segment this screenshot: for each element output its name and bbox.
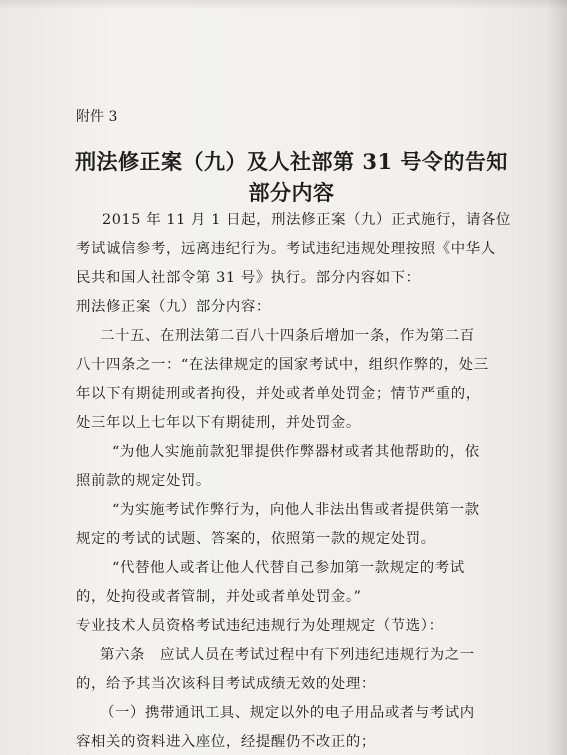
body-line: 年以下有期徒刑或者拘役，并处或者单处罚金；情节严重的， — [76, 386, 481, 402]
body-line: 第六条 应试人员在考试过程中有下列违纪违规行为之一 — [100, 647, 475, 663]
body-line: 的，给予其当次该科目考试成绩无效的处理： — [76, 676, 376, 692]
section-heading: 刑法修正案（九）部分内容： — [76, 299, 271, 315]
body-line: 民共和国人社部令第 31 号》执行。部分内容如下： — [76, 270, 421, 286]
body-line: 照前款的规定处罚。 — [76, 473, 211, 489]
body-line: 二十五、在刑法第二百八十四条后增加一条，作为第二百 — [100, 328, 475, 344]
body-line: （一）携带通讯工具、规定以外的电子用品或者与考试内 — [100, 705, 475, 721]
section-heading: 专业技术人员资格考试违纪违规行为处理规定（节选）： — [76, 618, 444, 634]
document-title-line-2: 部分内容 — [248, 180, 335, 205]
body-line: 容相关的资料进入座位，经提醒仍不改正的； — [76, 734, 376, 750]
page-top-shadow — [0, 0, 567, 10]
body-line: 考试诚信参考，远离违纪行为。考试违纪违规处理按照《中华人 — [76, 241, 496, 257]
body-line: 规定的考试的试题、答案的，依照第一款的规定处罚。 — [76, 531, 436, 547]
body-line: 2015 年 11 月 1 日起，刑法修正案（九）正式施行，请各位 — [102, 212, 511, 228]
body-line: 的，处拘役或者管制，并处或者单处罚金。” — [76, 589, 362, 605]
body-line: “代替他人或者让他人代替自己参加第一款规定的考试 — [112, 560, 465, 576]
document-title-line-1: 刑法修正案（九）及人社部第 31 号令的告知 — [75, 149, 508, 174]
body-line: 处三年以上七年以下有期徒刑，并处罚金。 — [76, 415, 361, 431]
attachment-label: 附件 3 — [76, 109, 118, 125]
body-line: 八十四条之一：“在法律规定的国家考试中，组织作弊的，处三 — [76, 357, 489, 373]
body-line: “为他人实施前款犯罪提供作弊器材或者其他帮助的，依 — [112, 444, 480, 460]
body-line: “为实施考试作弊行为，向他人非法出售或者提供第一款 — [112, 502, 480, 518]
page-edge-shadow — [547, 0, 567, 755]
